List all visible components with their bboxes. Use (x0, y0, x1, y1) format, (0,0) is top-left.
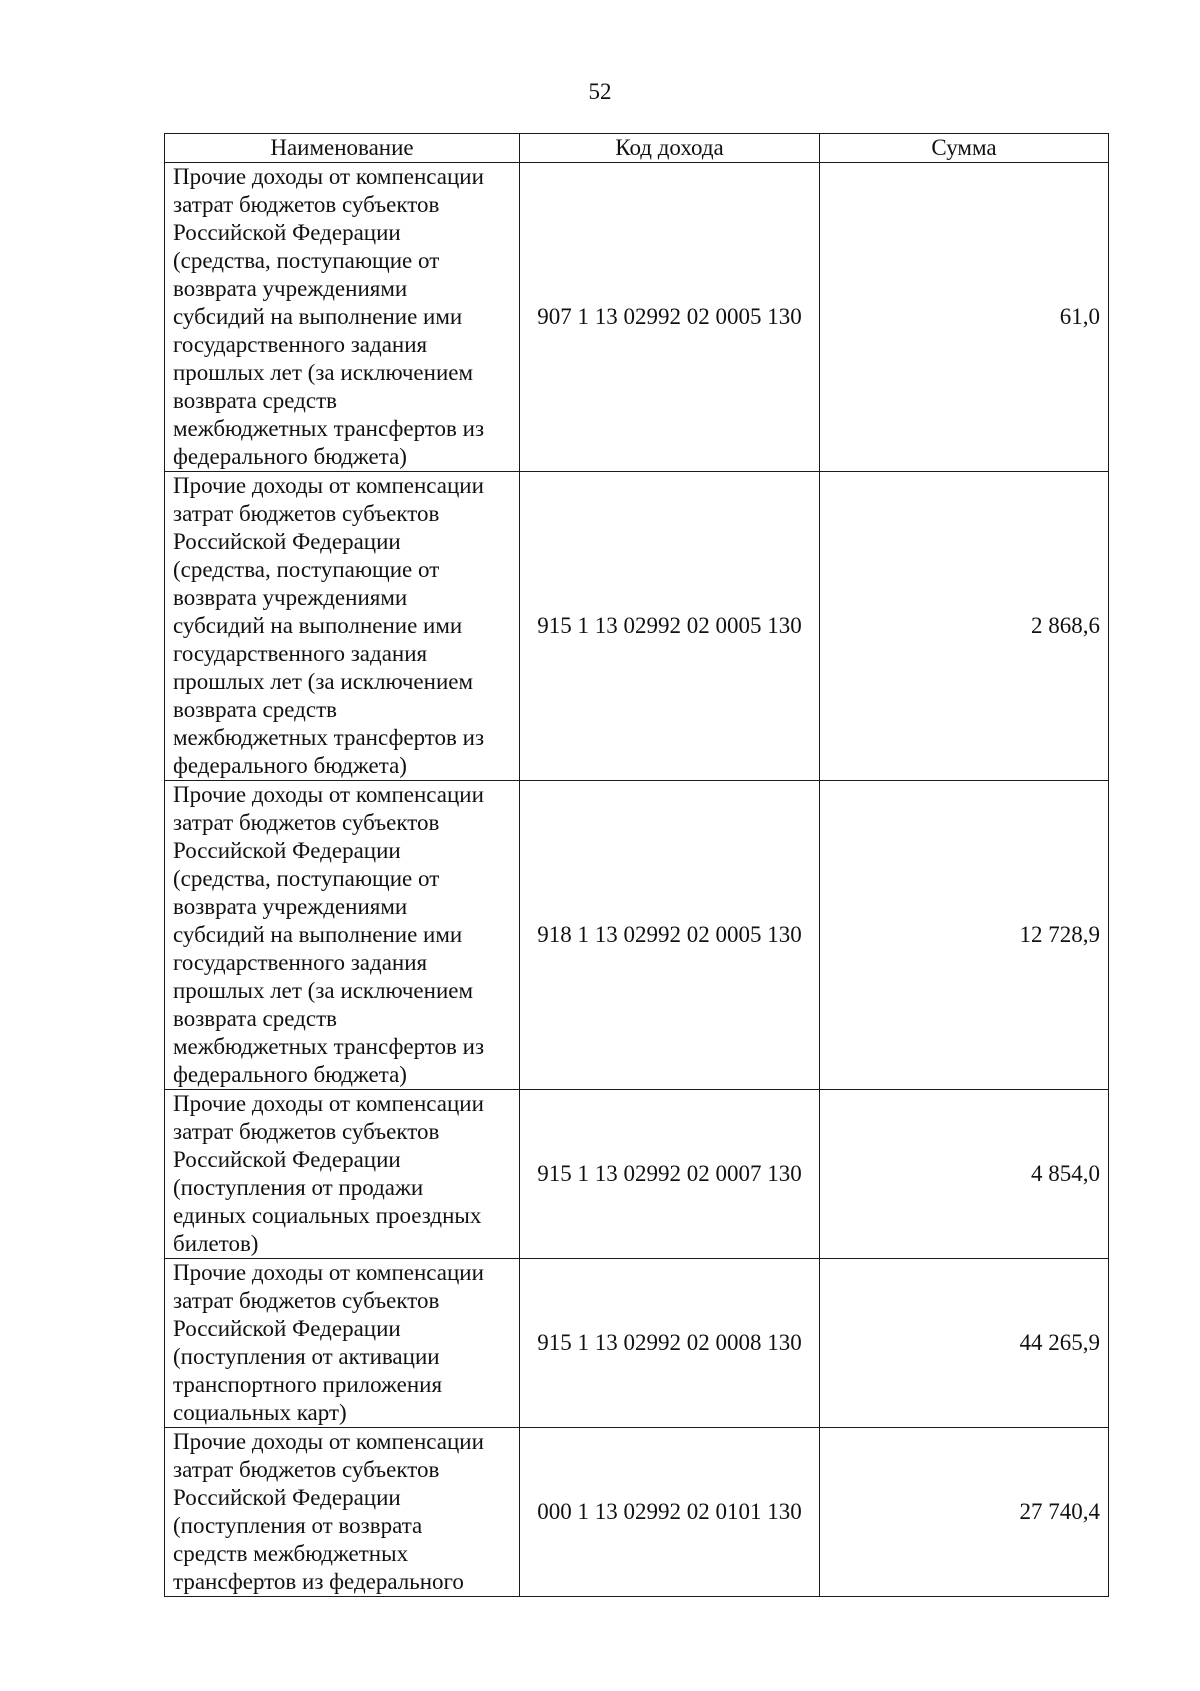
row-name: Прочие доходы от компенсации затрат бюджетов субъектов Российской Федерации (поступления от возврата средств межбюджетных трансфертов из федерального (173, 1429, 484, 1594)
header-sum: Сумма (820, 134, 1109, 163)
row-code: 915 1 13 02992 02 0007 130 (520, 1090, 820, 1259)
header-code: Код дохода (520, 134, 820, 163)
row-name-cell (165, 1090, 520, 1259)
revenue-table (164, 133, 1109, 1597)
row-sum: 2 868,6 (820, 472, 1109, 781)
row-sum: 44 265,9 (820, 1259, 1109, 1428)
table-row (165, 472, 1109, 781)
table-row (165, 1259, 1109, 1428)
row-name-cell (165, 1259, 520, 1428)
row-name: Прочие доходы от компенсации затрат бюджетов субъектов Российской Федерации (средства, поступающие от возврата учреждениями субсидий на выполнение ими государственного задания прошлых лет (за исключением возврата средств межбюджетных трансфертов из федерального бюджета) (173, 164, 485, 469)
row-sum: 61,0 (820, 163, 1109, 472)
row-sum: 27 740,4 (820, 1428, 1109, 1597)
row-code: 915 1 13 02992 02 0005 130 (520, 472, 820, 781)
page-number: 52 (588, 79, 612, 104)
row-name: Прочие доходы от компенсации затрат бюджетов субъектов Российской Федерации (поступления от активации транспортного приложения социальных карт) (173, 1260, 484, 1425)
header-name: Наименование (165, 134, 520, 163)
row-sum: 12 728,9 (820, 781, 1109, 1090)
table-header-row (165, 134, 1109, 163)
row-name-cell (165, 163, 520, 472)
table-row (165, 1428, 1109, 1597)
row-name: Прочие доходы от компенсации затрат бюджетов субъектов Российской Федерации (средства, поступающие от возврата учреждениями субсидий на выполнение ими государственного задания прошлых лет (за исключением возврата средств межбюджетных трансфертов из федерального бюджета) (173, 782, 485, 1087)
row-name-cell (165, 1428, 520, 1597)
row-code: 000 1 13 02992 02 0101 130 (520, 1428, 820, 1597)
table-row (165, 163, 1109, 472)
row-name-cell (165, 472, 520, 781)
table-row (165, 781, 1109, 1090)
row-name: Прочие доходы от компенсации затрат бюджетов субъектов Российской Федерации (поступления от продажи единых социальных проездных билетов) (173, 1091, 484, 1256)
row-code: 915 1 13 02992 02 0008 130 (520, 1259, 820, 1428)
row-sum: 4 854,0 (820, 1090, 1109, 1259)
row-code: 907 1 13 02992 02 0005 130 (520, 163, 820, 472)
row-name-cell (165, 781, 520, 1090)
row-name: Прочие доходы от компенсации затрат бюджетов субъектов Российской Федерации (средства, поступающие от возврата учреждениями субсидий на выполнение ими государственного задания прошлых лет (за исключением возврата средств межбюджетных трансфертов из федерального бюджета) (173, 473, 485, 778)
row-code: 918 1 13 02992 02 0005 130 (520, 781, 820, 1090)
table-row (165, 1090, 1109, 1259)
